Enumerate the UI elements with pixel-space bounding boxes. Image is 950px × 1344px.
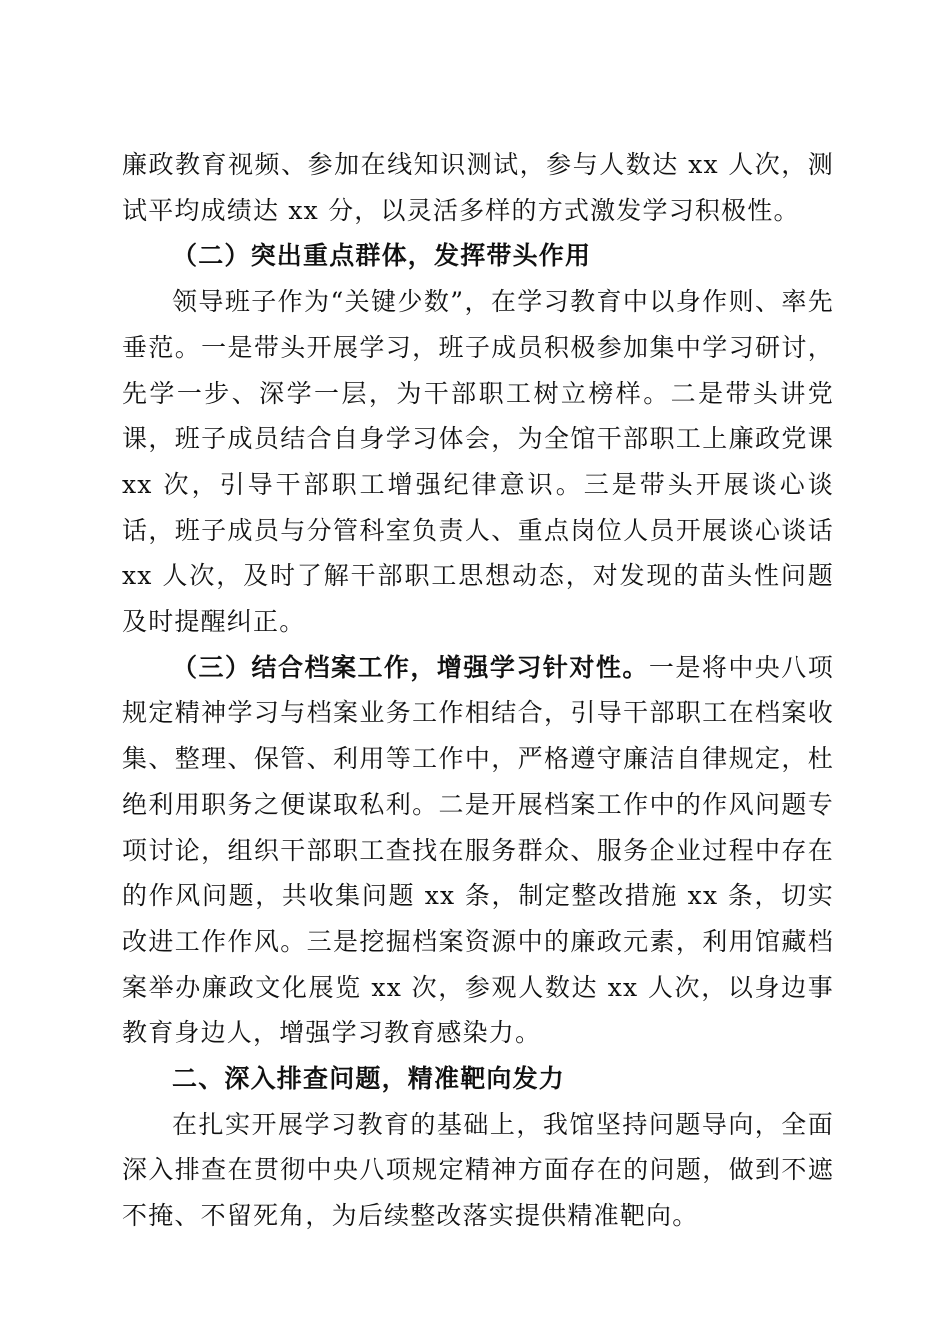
paragraph-lead-body: 一是将中央八项规定精神学习与档案业务工作相结合，引导干部职工在档案收集、整理、保管、利用等工作中，严格遵守廉洁自律规定，杜绝利用职务之便谋取私利。二是开展档案工作中的作风问题专项讨论，组织干部职工查找在服务群众、服务企业过程中存在的作风问题，共收集问题 xx 条，制定整改措施 xx 条，切实改进工作作风。三是挖掘档案资源中的廉政元素，利用馆藏档案举办廉政文化展览 xx 次，参观人数达 xx 人次，以身边事教育身边人，增强学习教育感染力。 [122,652,834,1048]
paragraph-lead-subheading: （三）结合档案工作，增强学习针对性。 [172,652,649,682]
body-paragraph: 廉政教育视频、参加在线知识测试，参与人数达 xx 人次，测试平均成绩达 xx 分，以灵活多样的方式激发学习积极性。 [122,150,834,225]
body-paragraph-with-lead [122,645,834,1056]
body-paragraph: 在扎实开展学习教育的基础上，我馆坚持问题导向，全面深入排查在贯彻中央八项规定精神方面存在的问题，做到不遮不掩、不留死角，为后续整改落实提供精准靶向。 [122,1109,834,1231]
section-subheading: （二）突出重点群体，发挥带头作用 [172,241,592,271]
body-paragraph: 领导班子作为“关键少数”，在学习教育中以身作则、率先垂范。一是带头开展学习，班子成员积极参加集中学习研讨，先学一步、深学一层，为干部职工树立榜样。二是带头讲党课，班子成员结合自身学习体会，为全馆干部职工上廉政党课 xx 次，引导干部职工增强纪律意识。三是带头开展谈心谈话，班子成员与分管科室负责人、重点岗位人员开展谈心谈话 xx 人次，及时了解干部职工思想动态，对发现的苗头性问题及时提醒纠正。 [122,287,834,637]
section-heading: 二、深入排查问题，精准靶向发力 [172,1064,566,1094]
document-body [122,142,834,1239]
